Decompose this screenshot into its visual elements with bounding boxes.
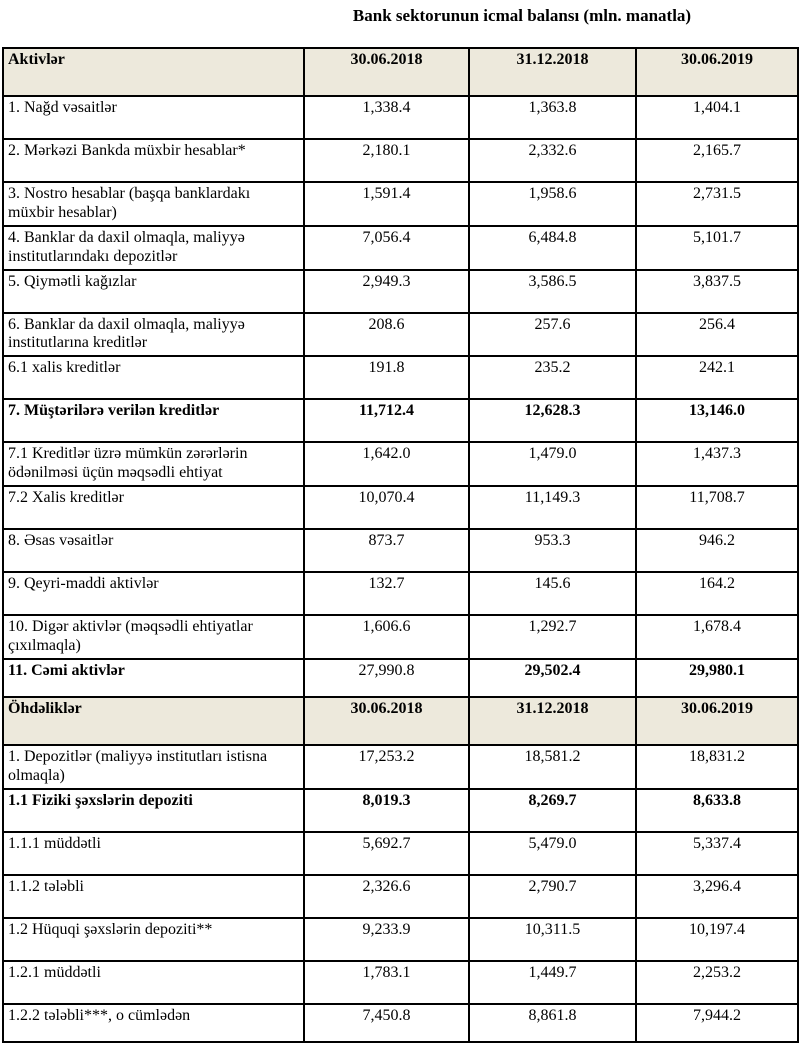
row-label: 9. Qeyri-maddi aktivlər — [3, 572, 304, 615]
value-cell: 132.7 — [304, 572, 469, 615]
balance-table — [2, 47, 799, 1043]
table-row — [3, 659, 798, 697]
value-cell: 9,233.9 — [304, 918, 469, 961]
value-cell: 257.6 — [469, 313, 636, 357]
table-row — [3, 442, 798, 486]
table-row — [3, 961, 798, 1004]
column-header-date: 30.06.2019 — [636, 697, 798, 745]
row-label: 1.1.2 tələbli — [3, 875, 304, 918]
row-label: 1.1.1 müddətli — [3, 832, 304, 875]
column-header-date: 30.06.2018 — [304, 48, 469, 96]
value-cell: 946.2 — [636, 529, 798, 572]
value-cell: 2,180.1 — [304, 139, 469, 182]
value-cell: 191.8 — [304, 356, 469, 399]
table-section — [3, 697, 798, 1042]
value-cell: 242.1 — [636, 356, 798, 399]
value-cell: 27,990.8 — [304, 659, 469, 697]
value-cell: 1,449.7 — [469, 961, 636, 1004]
value-cell: 18,581.2 — [469, 745, 636, 789]
value-cell: 18,831.2 — [636, 745, 798, 789]
value-cell: 1,642.0 — [304, 442, 469, 486]
value-cell: 7,450.8 — [304, 1004, 469, 1042]
table-row — [3, 745, 798, 789]
row-label: 7. Müştərilərə verilən kreditlər — [3, 399, 304, 442]
value-cell: 11,708.7 — [636, 486, 798, 529]
value-cell: 1,678.4 — [636, 615, 798, 659]
value-cell: 873.7 — [304, 529, 469, 572]
value-cell: 5,337.4 — [636, 832, 798, 875]
row-label: 1. Depozitlər (maliyyə institutları istisna olmaqla) — [3, 745, 304, 789]
value-cell: 235.2 — [469, 356, 636, 399]
table-row — [3, 918, 798, 961]
value-cell: 1,606.6 — [304, 615, 469, 659]
value-cell: 5,692.7 — [304, 832, 469, 875]
table-row — [3, 572, 798, 615]
section-header-label: Aktivlər — [3, 48, 304, 96]
value-cell: 5,479.0 — [469, 832, 636, 875]
table-row — [3, 270, 798, 313]
value-cell: 2,165.7 — [636, 139, 798, 182]
value-cell: 1,404.1 — [636, 96, 798, 139]
value-cell: 3,586.5 — [469, 270, 636, 313]
table-row — [3, 356, 798, 399]
table-row — [3, 789, 798, 832]
value-cell: 3,296.4 — [636, 875, 798, 918]
value-cell: 29,980.1 — [636, 659, 798, 697]
row-label: 4. Banklar da daxil olmaqla, maliyyə institutlarındakı depozitlər — [3, 226, 304, 270]
row-label: 2. Mərkəzi Bankda müxbir hesablar* — [3, 139, 304, 182]
row-label: 10. Digər aktivlər (məqsədli ehtiyatlar çıxılmaqla) — [3, 615, 304, 659]
table-row — [3, 96, 798, 139]
value-cell: 256.4 — [636, 313, 798, 357]
value-cell: 6,484.8 — [469, 226, 636, 270]
row-label: 11. Cəmi aktivlər — [3, 659, 304, 697]
value-cell: 8,633.8 — [636, 789, 798, 832]
row-label: 1.1 Fiziki şəxslərin depoziti — [3, 789, 304, 832]
value-cell: 10,197.4 — [636, 918, 798, 961]
value-cell: 17,253.2 — [304, 745, 469, 789]
row-label: 3. Nostro hesablar (başqa banklardakı müxbir hesablar) — [3, 182, 304, 226]
row-label: 8. Əsas vəsaitlər — [3, 529, 304, 572]
table-row — [3, 529, 798, 572]
value-cell: 2,949.3 — [304, 270, 469, 313]
table-row — [3, 486, 798, 529]
value-cell: 1,783.1 — [304, 961, 469, 1004]
value-cell: 12,628.3 — [469, 399, 636, 442]
value-cell: 164.2 — [636, 572, 798, 615]
value-cell: 10,070.4 — [304, 486, 469, 529]
column-header-date: 31.12.2018 — [469, 48, 636, 96]
section-header-row — [3, 48, 798, 96]
table-row — [3, 399, 798, 442]
value-cell: 3,837.5 — [636, 270, 798, 313]
row-label: 1.2.1 müddətli — [3, 961, 304, 1004]
table-row — [3, 615, 798, 659]
table-section — [3, 48, 798, 697]
row-label: 1.2 Hüquqi şəxslərin depoziti** — [3, 918, 304, 961]
value-cell: 7,056.4 — [304, 226, 469, 270]
value-cell: 10,311.5 — [469, 918, 636, 961]
row-label: 7.2 Xalis kreditlər — [3, 486, 304, 529]
value-cell: 8,019.3 — [304, 789, 469, 832]
row-label: 1.2.2 tələbli***, o cümlədən — [3, 1004, 304, 1042]
value-cell: 7,944.2 — [636, 1004, 798, 1042]
table-row — [3, 226, 798, 270]
value-cell: 2,326.6 — [304, 875, 469, 918]
value-cell: 953.3 — [469, 529, 636, 572]
value-cell: 1,338.4 — [304, 96, 469, 139]
table-row — [3, 313, 798, 357]
value-cell: 13,146.0 — [636, 399, 798, 442]
value-cell: 8,861.8 — [469, 1004, 636, 1042]
value-cell: 2,790.7 — [469, 875, 636, 918]
column-header-date: 30.06.2019 — [636, 48, 798, 96]
value-cell: 5,101.7 — [636, 226, 798, 270]
table-row — [3, 832, 798, 875]
value-cell: 1,292.7 — [469, 615, 636, 659]
column-header-date: 31.12.2018 — [469, 697, 636, 745]
value-cell: 1,958.6 — [469, 182, 636, 226]
row-label: 6. Banklar da daxil olmaqla, maliyyə institutlarına kreditlər — [3, 313, 304, 357]
value-cell: 11,712.4 — [304, 399, 469, 442]
value-cell: 1,437.3 — [636, 442, 798, 486]
value-cell: 145.6 — [469, 572, 636, 615]
section-header-row — [3, 697, 798, 745]
table-row — [3, 1004, 798, 1042]
row-label: 6.1 xalis kreditlər — [3, 356, 304, 399]
value-cell: 11,149.3 — [469, 486, 636, 529]
value-cell: 208.6 — [304, 313, 469, 357]
table-row — [3, 139, 798, 182]
row-label: 5. Qiymətli kağızlar — [3, 270, 304, 313]
value-cell: 2,253.2 — [636, 961, 798, 1004]
row-label: 1. Nağd vəsaitlər — [3, 96, 304, 139]
value-cell: 2,332.6 — [469, 139, 636, 182]
value-cell: 29,502.4 — [469, 659, 636, 697]
value-cell: 1,479.0 — [469, 442, 636, 486]
section-header-label: Öhdəliklər — [3, 697, 304, 745]
value-cell: 1,591.4 — [304, 182, 469, 226]
value-cell: 8,269.7 — [469, 789, 636, 832]
page-title: Bank sektorunun icmal balansı (mln. manatla) — [352, 6, 692, 25]
table-row — [3, 875, 798, 918]
row-label: 7.1 Kreditlər üzrə mümkün zərərlərin ödənilməsi üçün məqsədli ehtiyat — [3, 442, 304, 486]
value-cell: 1,363.8 — [469, 96, 636, 139]
value-cell: 2,731.5 — [636, 182, 798, 226]
column-header-date: 30.06.2018 — [304, 697, 469, 745]
table-row — [3, 182, 798, 226]
